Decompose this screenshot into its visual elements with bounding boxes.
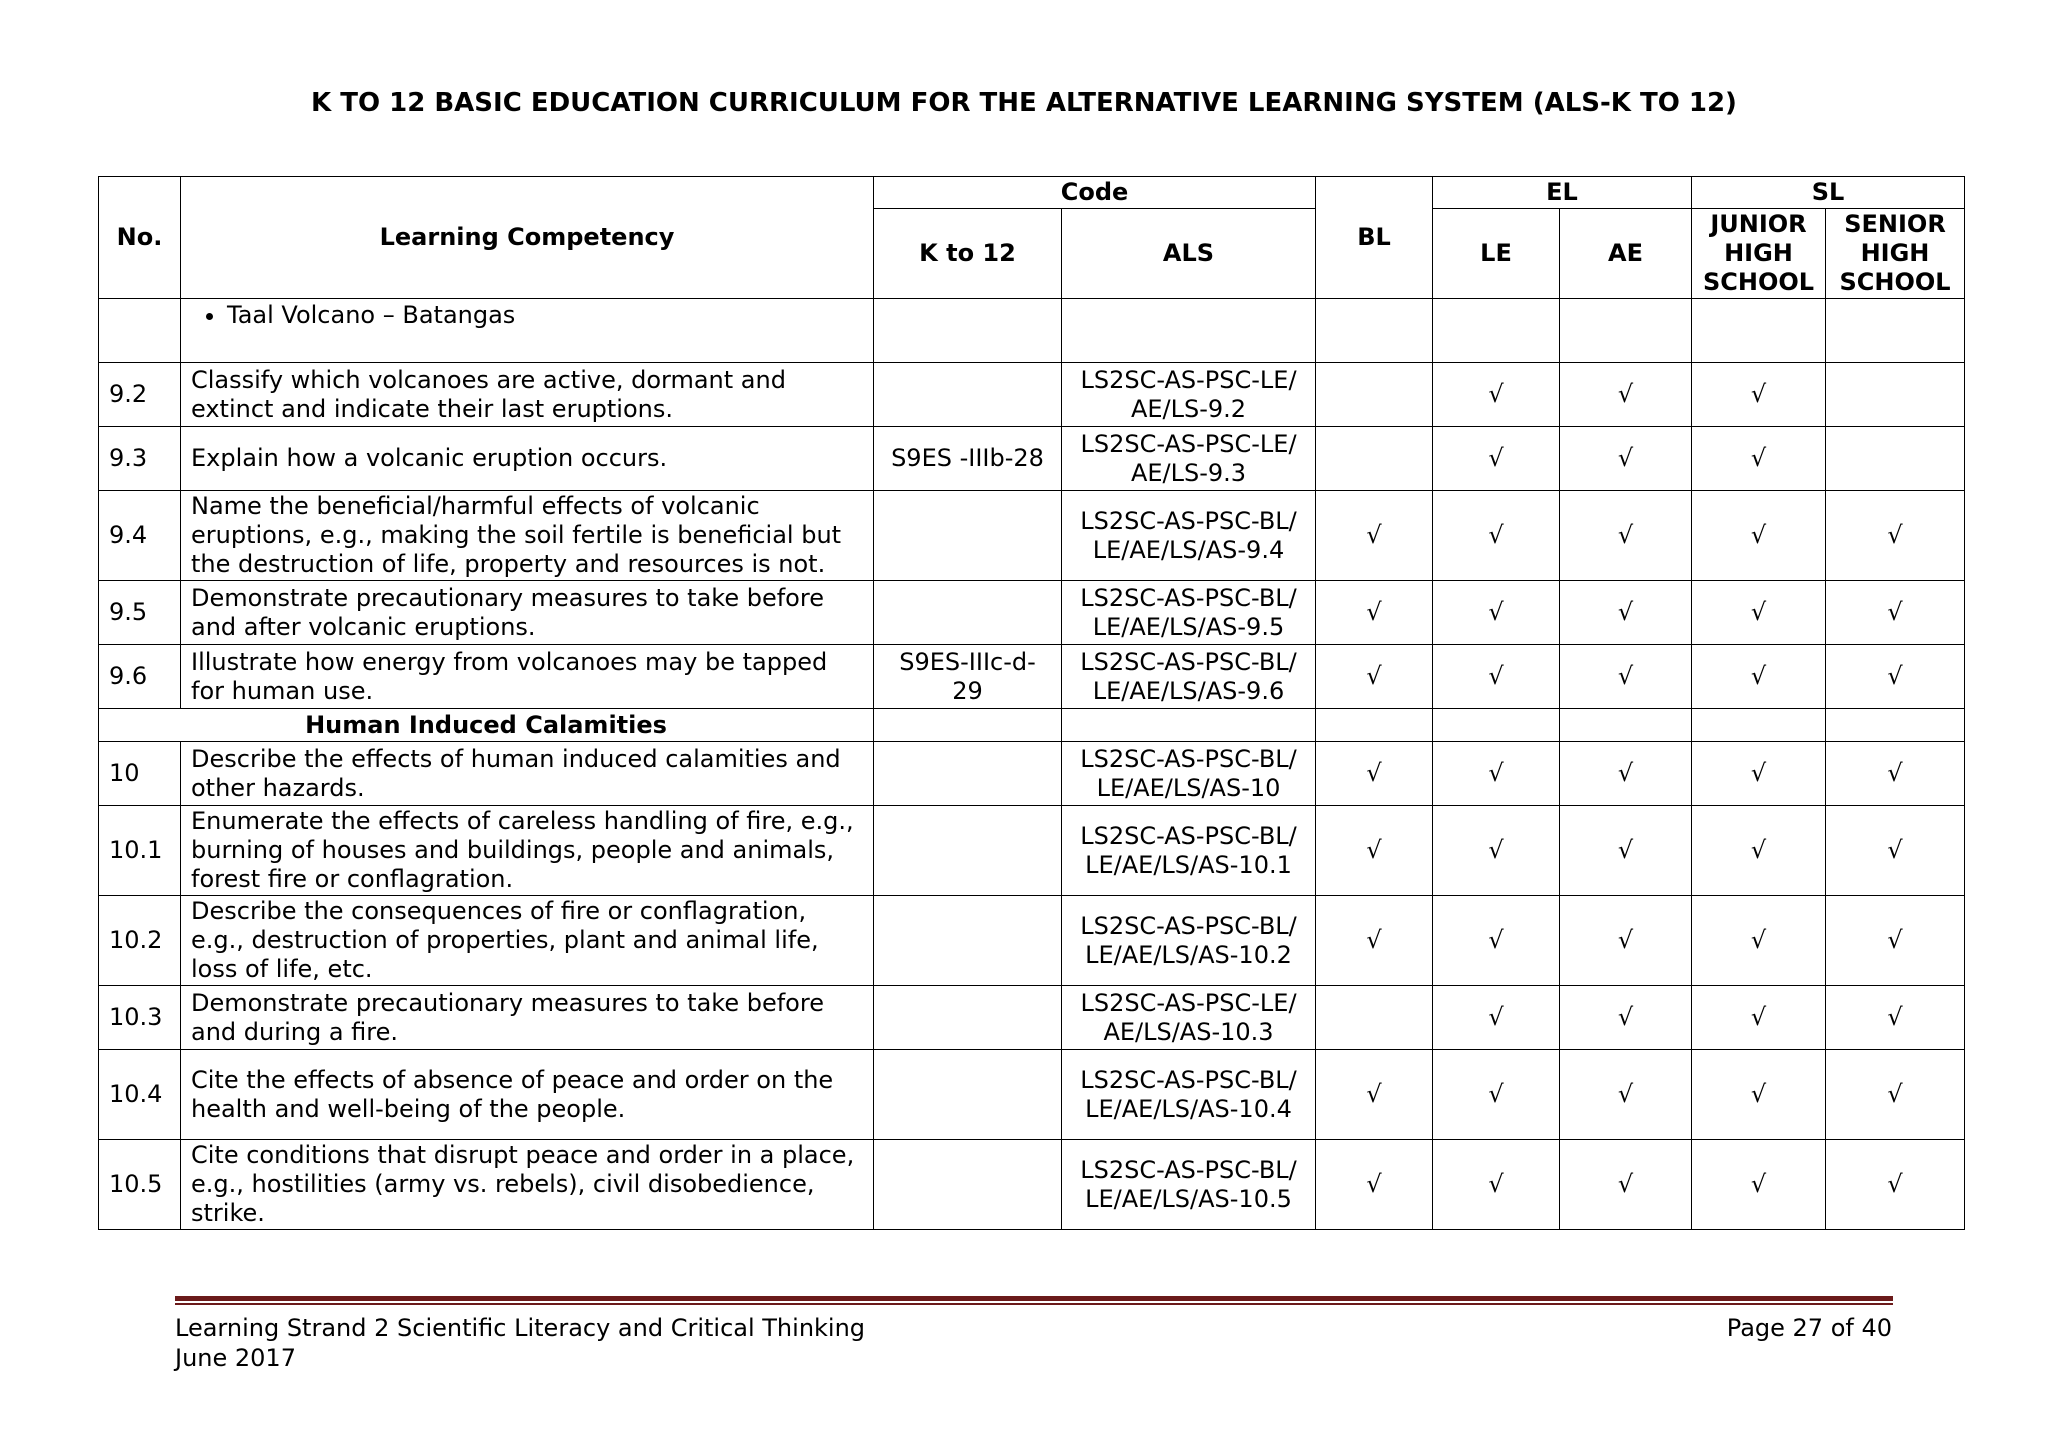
cell-als: LS2SC-AS-PSC-LE/AE/LS-9.3 bbox=[1062, 427, 1316, 491]
cell-bl: √ bbox=[1316, 1140, 1433, 1230]
table-row bbox=[99, 1050, 1965, 1140]
cell-shs bbox=[1826, 427, 1965, 491]
cell-als: LS2SC-AS-PSC-BL/LE/AE/LS/AS-10 bbox=[1062, 742, 1316, 806]
cell-bl bbox=[1316, 986, 1433, 1050]
cell-shs bbox=[1826, 363, 1965, 427]
cell-bl: √ bbox=[1316, 806, 1433, 896]
table-row bbox=[99, 645, 1965, 709]
cell-jhs: √ bbox=[1692, 896, 1826, 986]
cell-k12 bbox=[874, 491, 1062, 581]
section-row bbox=[99, 709, 1965, 742]
header-el: EL bbox=[1433, 177, 1692, 209]
cell-k12 bbox=[874, 896, 1062, 986]
header-no: No. bbox=[99, 177, 181, 299]
table-row bbox=[99, 986, 1965, 1050]
document-title: K TO 12 BASIC EDUCATION CURRICULUM FOR THE ALTERNATIVE LEARNING SYSTEM (ALS-K TO 12) bbox=[311, 88, 1737, 118]
cell-k12: S9ES-IIIc-d-29 bbox=[874, 645, 1062, 709]
cell-no: 9.3 bbox=[99, 427, 181, 491]
table-row bbox=[99, 491, 1965, 581]
cell-shs: √ bbox=[1826, 581, 1965, 645]
cell-jhs: √ bbox=[1692, 427, 1826, 491]
cell-bl: √ bbox=[1316, 1050, 1433, 1140]
cell-le: √ bbox=[1433, 1050, 1560, 1140]
cell-als: LS2SC-AS-PSC-BL/LE/AE/LS/AS-9.5 bbox=[1062, 581, 1316, 645]
header-code: Code bbox=[874, 177, 1316, 209]
table-row bbox=[99, 806, 1965, 896]
footer-page-number: Page 27 of 40 bbox=[1726, 1314, 1892, 1342]
cell-jhs: √ bbox=[1692, 806, 1826, 896]
cell-competency: Illustrate how energy from volcanoes may be tapped for human use. bbox=[181, 645, 874, 709]
cell-jhs bbox=[1692, 299, 1826, 363]
cell-k12 bbox=[874, 581, 1062, 645]
cell-bl: √ bbox=[1316, 645, 1433, 709]
cell-le: √ bbox=[1433, 645, 1560, 709]
cell-ae bbox=[1560, 709, 1692, 742]
section-heading: Human Induced Calamities bbox=[99, 709, 874, 742]
cell-le: √ bbox=[1433, 581, 1560, 645]
cell-als: LS2SC-AS-PSC-BL/LE/AE/LS/AS-9.6 bbox=[1062, 645, 1316, 709]
cell-le: √ bbox=[1433, 1140, 1560, 1230]
cell-k12 bbox=[874, 1140, 1062, 1230]
cell-ae: √ bbox=[1560, 806, 1692, 896]
table-row bbox=[99, 427, 1965, 491]
footer-rule-thin bbox=[175, 1303, 1893, 1305]
cell-le bbox=[1433, 299, 1560, 363]
cell-als: LS2SC-AS-PSC-LE/AE/LS-9.2 bbox=[1062, 363, 1316, 427]
cell-jhs bbox=[1692, 709, 1826, 742]
cell-bl: √ bbox=[1316, 581, 1433, 645]
cell-shs: √ bbox=[1826, 896, 1965, 986]
cell-shs bbox=[1826, 299, 1965, 363]
cell-competency: Demonstrate precautionary measures to take before and after volcanic eruptions. bbox=[181, 581, 874, 645]
cell-k12 bbox=[874, 1050, 1062, 1140]
cell-als bbox=[1062, 299, 1316, 363]
header-shs: SENIOR HIGH SCHOOL bbox=[1826, 209, 1965, 299]
cell-k12 bbox=[874, 806, 1062, 896]
cell-ae bbox=[1560, 299, 1692, 363]
cell-shs bbox=[1826, 709, 1965, 742]
table-row bbox=[99, 581, 1965, 645]
cell-competency: Demonstrate precautionary measures to take before and during a fire. bbox=[181, 986, 874, 1050]
cell-no: 9.2 bbox=[99, 363, 181, 427]
header-bl: BL bbox=[1316, 177, 1433, 299]
cell-k12: S9ES -IIIb-28 bbox=[874, 427, 1062, 491]
cell-ae: √ bbox=[1560, 645, 1692, 709]
cell-le: √ bbox=[1433, 896, 1560, 986]
cell-ae: √ bbox=[1560, 1140, 1692, 1230]
cell-competency: Explain how a volcanic eruption occurs. bbox=[181, 427, 874, 491]
cell-k12 bbox=[874, 986, 1062, 1050]
cell-ae: √ bbox=[1560, 1050, 1692, 1140]
cell-no: 9.5 bbox=[99, 581, 181, 645]
cell-ae: √ bbox=[1560, 986, 1692, 1050]
table-row bbox=[99, 742, 1965, 806]
cell-competency: Describe the effects of human induced calamities and other hazards. bbox=[181, 742, 874, 806]
cell-le: √ bbox=[1433, 427, 1560, 491]
cell-bl: √ bbox=[1316, 742, 1433, 806]
cell-jhs: √ bbox=[1692, 645, 1826, 709]
cell-le: √ bbox=[1433, 742, 1560, 806]
cell-shs: √ bbox=[1826, 1050, 1965, 1140]
footer-rule bbox=[175, 1296, 1893, 1301]
cell-le: √ bbox=[1433, 363, 1560, 427]
cell-no: 9.6 bbox=[99, 645, 181, 709]
cell-k12 bbox=[874, 299, 1062, 363]
cell-als: LS2SC-AS-PSC-BL/LE/AE/LS/AS-10.2 bbox=[1062, 896, 1316, 986]
cell-als: LS2SC-AS-PSC-BL/LE/AE/LS/AS-10.5 bbox=[1062, 1140, 1316, 1230]
cell-jhs: √ bbox=[1692, 742, 1826, 806]
cell-jhs: √ bbox=[1692, 363, 1826, 427]
cell-k12 bbox=[874, 363, 1062, 427]
cell-ae: √ bbox=[1560, 896, 1692, 986]
table-row bbox=[99, 299, 1965, 363]
list-item: • Taal Volcano – Batangas bbox=[227, 301, 863, 330]
cell-ae: √ bbox=[1560, 427, 1692, 491]
cell-bl bbox=[1316, 427, 1433, 491]
cell-shs: √ bbox=[1826, 986, 1965, 1050]
cell-no: 9.4 bbox=[99, 491, 181, 581]
cell-bl: √ bbox=[1316, 896, 1433, 986]
header-als: ALS bbox=[1062, 209, 1316, 299]
table-row bbox=[99, 363, 1965, 427]
cell-no: 10.3 bbox=[99, 986, 181, 1050]
cell-competency: Enumerate the effects of careless handling of fire, e.g., burning of houses and buildings, people and animals, forest fire or conflagration. bbox=[181, 806, 874, 896]
footer-left bbox=[175, 1313, 865, 1373]
cell-ae: √ bbox=[1560, 742, 1692, 806]
header-ae: AE bbox=[1560, 209, 1692, 299]
cell-jhs: √ bbox=[1692, 491, 1826, 581]
cell-competency: Describe the consequences of fire or conflagration, e.g., destruction of properties, plant and animal life, loss of life, etc. bbox=[181, 896, 874, 986]
table-header bbox=[99, 177, 1965, 299]
cell-le: √ bbox=[1433, 806, 1560, 896]
curriculum-table bbox=[98, 176, 1965, 1230]
cell-competency: Classify which volcanoes are active, dormant and extinct and indicate their last eruptions. bbox=[181, 363, 874, 427]
cell-als: LS2SC-AS-PSC-LE/AE/LS/AS-10.3 bbox=[1062, 986, 1316, 1050]
cell-no: 10.2 bbox=[99, 896, 181, 986]
cell-competency bbox=[181, 299, 874, 363]
cell-ae: √ bbox=[1560, 491, 1692, 581]
cell-als: LS2SC-AS-PSC-BL/LE/AE/LS/AS-10.1 bbox=[1062, 806, 1316, 896]
cell-shs: √ bbox=[1826, 491, 1965, 581]
cell-jhs: √ bbox=[1692, 581, 1826, 645]
cell-jhs: √ bbox=[1692, 1050, 1826, 1140]
table-row bbox=[99, 1140, 1965, 1230]
cell-ae: √ bbox=[1560, 363, 1692, 427]
cell-no: 10.5 bbox=[99, 1140, 181, 1230]
cell-no: 10.4 bbox=[99, 1050, 181, 1140]
cell-le: √ bbox=[1433, 986, 1560, 1050]
cell-jhs: √ bbox=[1692, 986, 1826, 1050]
cell-le: √ bbox=[1433, 491, 1560, 581]
cell-als: LS2SC-AS-PSC-BL/LE/AE/LS/AS-9.4 bbox=[1062, 491, 1316, 581]
cell-shs: √ bbox=[1826, 1140, 1965, 1230]
cell-no: 10.1 bbox=[99, 806, 181, 896]
cell-als bbox=[1062, 709, 1316, 742]
header-sl: SL bbox=[1692, 177, 1965, 209]
cell-k12 bbox=[874, 742, 1062, 806]
cell-bl bbox=[1316, 709, 1433, 742]
cell-shs: √ bbox=[1826, 806, 1965, 896]
header-jhs: JUNIOR HIGH SCHOOL bbox=[1692, 209, 1826, 299]
cell-shs: √ bbox=[1826, 742, 1965, 806]
table-row bbox=[99, 896, 1965, 986]
cell-no bbox=[99, 299, 181, 363]
cell-competency: Name the beneficial/harmful effects of volcanic eruptions, e.g., making the soil fertile is beneficial but the destruction of life, property and resources is not. bbox=[181, 491, 874, 581]
cell-jhs: √ bbox=[1692, 1140, 1826, 1230]
cell-als: LS2SC-AS-PSC-BL/LE/AE/LS/AS-10.4 bbox=[1062, 1050, 1316, 1140]
cell-le bbox=[1433, 709, 1560, 742]
cell-competency: Cite conditions that disrupt peace and order in a place, e.g., hostilities (army vs. rebels), civil disobedience, strike. bbox=[181, 1140, 874, 1230]
footer-strand: Learning Strand 2 Scientific Literacy and Critical Thinking bbox=[175, 1314, 866, 1342]
cell-no: 10 bbox=[99, 742, 181, 806]
cell-ae: √ bbox=[1560, 581, 1692, 645]
cell-bl bbox=[1316, 363, 1433, 427]
bullet-list bbox=[191, 301, 863, 330]
footer-date: June 2017 bbox=[175, 1344, 296, 1372]
cell-bl: √ bbox=[1316, 491, 1433, 581]
cell-shs: √ bbox=[1826, 645, 1965, 709]
header-k12: K to 12 bbox=[874, 209, 1062, 299]
header-competency: Learning Competency bbox=[181, 177, 874, 299]
cell-k12 bbox=[874, 709, 1062, 742]
cell-competency: Cite the effects of absence of peace and order on the health and well-being of the people. bbox=[181, 1050, 874, 1140]
header-le: LE bbox=[1433, 209, 1560, 299]
cell-bl bbox=[1316, 299, 1433, 363]
